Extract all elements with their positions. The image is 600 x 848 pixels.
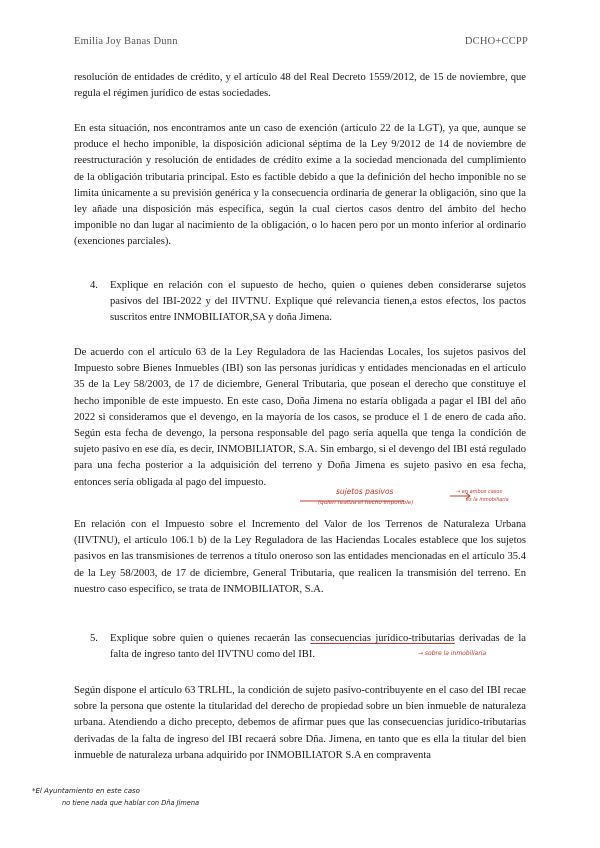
header-author: Emilia Joy Banas Dunn <box>74 36 178 47</box>
question-5-text <box>110 631 526 663</box>
note-1-arrow-line-2: es la inmobiliaria <box>466 497 509 503</box>
paragraph-1: resolución de entidades de crédito, y el artículo 48 del Real Decreto 1559/2012, de 15 de noviembre, que regula el régimen jurídico de estas sociedades. <box>74 72 526 100</box>
question-5-before: Explique sobre quien o quienes recaerán las <box>110 633 311 644</box>
question-5-number: 5. <box>90 633 98 644</box>
paragraph-3: De acuerdo con el artículo 63 de la Ley Reguladora de las Haciendas Locales, los sujetos pasivos del Impuesto sobre Bienes Inmuebles (IBI) son las personas jurídicas y entidades mencionadas en el artículo 35 de la Ley 58/2003, de 17 de diciembre, General Tributaria, que posean el derecho que constituye el hecho imponible de este impuesto. En este caso, Doña Jimena no estaría obligada a pagar el IBI del año 2022 si consideramos que el devengo, en la mayoría de los casos, se produce el 1 de enero de cada año. Según esta fecha de devengo, la persona responsable del pago sería aquella que tenga la condición de sujeto pasivo en ese día, es decir, INMOBILIATOR, S.A. Sin embargo, si el devengo del IBI está regulado para una fecha posterior a la adquisición del terreno y Doña Jimena es sujeto pasivo en esa fecha, entonces sería obligada al pago del impuesto. <box>74 347 526 488</box>
paragraph-5: Según dispone el artículo 63 TRLHL, la condición de sujeto pasivo-contribuyente en el caso del IBI recae sobre la persona que ostente la titularidad del derecho de propiedad sobre un bien inmueble de naturaleza urbana. Atendiendo a dicho precepto, debemos de afirmar pues que las consecuencias jurídico-tributarias derivadas de la falta de ingreso del IBI recaerá sobre Dña. Jimena, en tanto que es ella la titular del bien inmueble de naturaleza urbana adquirido por INMOBILIATOR S.A en compraventa <box>74 685 526 761</box>
paragraph-2: En esta situación, nos encontramos ante un caso de exención (artículo 22 de la LGT), ya que, aunque se produce el hecho imponible, la disposición adicional séptima de la Ley 9/2012 de 14 de noviembre de reestructuración y resolución de entidades de crédito exime a la sociedad mencionada del cumplimiento de la obligación tributaria principal. Esto es factible debido a que la definición del hecho imponible no se limita únicamente a su previsión genérica y la consecuencia ordinaria de generar la obligación, sino que la ley añade una disposición más específica, según la cual ciertos casos dentro del ámbito del hecho imponible no dan lugar al nacimiento de la obligación, o lo hacen pero por un monto inferior al ordinario (exenciones parciales). <box>74 123 526 248</box>
question-5 <box>90 631 526 663</box>
note-3-line-2: no tiene nada que hablar con Dña Jimena <box>62 799 200 807</box>
note-3-line-1: *El Ayuntamiento en este caso <box>32 787 140 795</box>
note-1-line-1: sujetos pasivos <box>336 487 394 496</box>
question-4 <box>90 278 526 327</box>
header-course: DCHO+CCPP <box>464 36 528 47</box>
note-2: → sobre la inmobiliaria <box>418 650 487 657</box>
question-5-underlined: consecuencias jurídico-tributarias <box>310 633 455 644</box>
question-5-after: derivadas de la falta de ingreso tanto del IIVTNU como del IBI. <box>110 633 526 661</box>
question-4-number: 4. <box>90 280 98 291</box>
question-4-text: Explique en relación con el supuesto de hecho, quien o quienes deben considerarse sujetos pasivos del IBI-2022 y del IIVTNU. Explique qué relevancia tienen,a estos efectos, los pactos suscritos entre INMOBILIATOR,SA y doña Jimena. <box>110 280 526 324</box>
note-1-line-2: (quien realiza el hecho imponible) <box>318 500 414 506</box>
note-1-arrow-line-1: → en ambos casos <box>456 489 503 495</box>
paragraph-4: En relación con el Impuesto sobre el Incremento del Valor de los Terrenos de Naturaleza Urbana (IIVTNU), el artículo 106.1 b) de la Ley Reguladora de las Haciendas Locales establece que los sujetos pasivos en las transmisiones de terrenos a título oneroso son las entidades mencionadas en el artículo 35.4 de la Ley 58/2003, de 17 de diciembre, General Tributaria, que realicen la transmisión del terreno. En nuestro caso específico, se trata de INMOBILIATOR, S.A. <box>74 519 526 595</box>
